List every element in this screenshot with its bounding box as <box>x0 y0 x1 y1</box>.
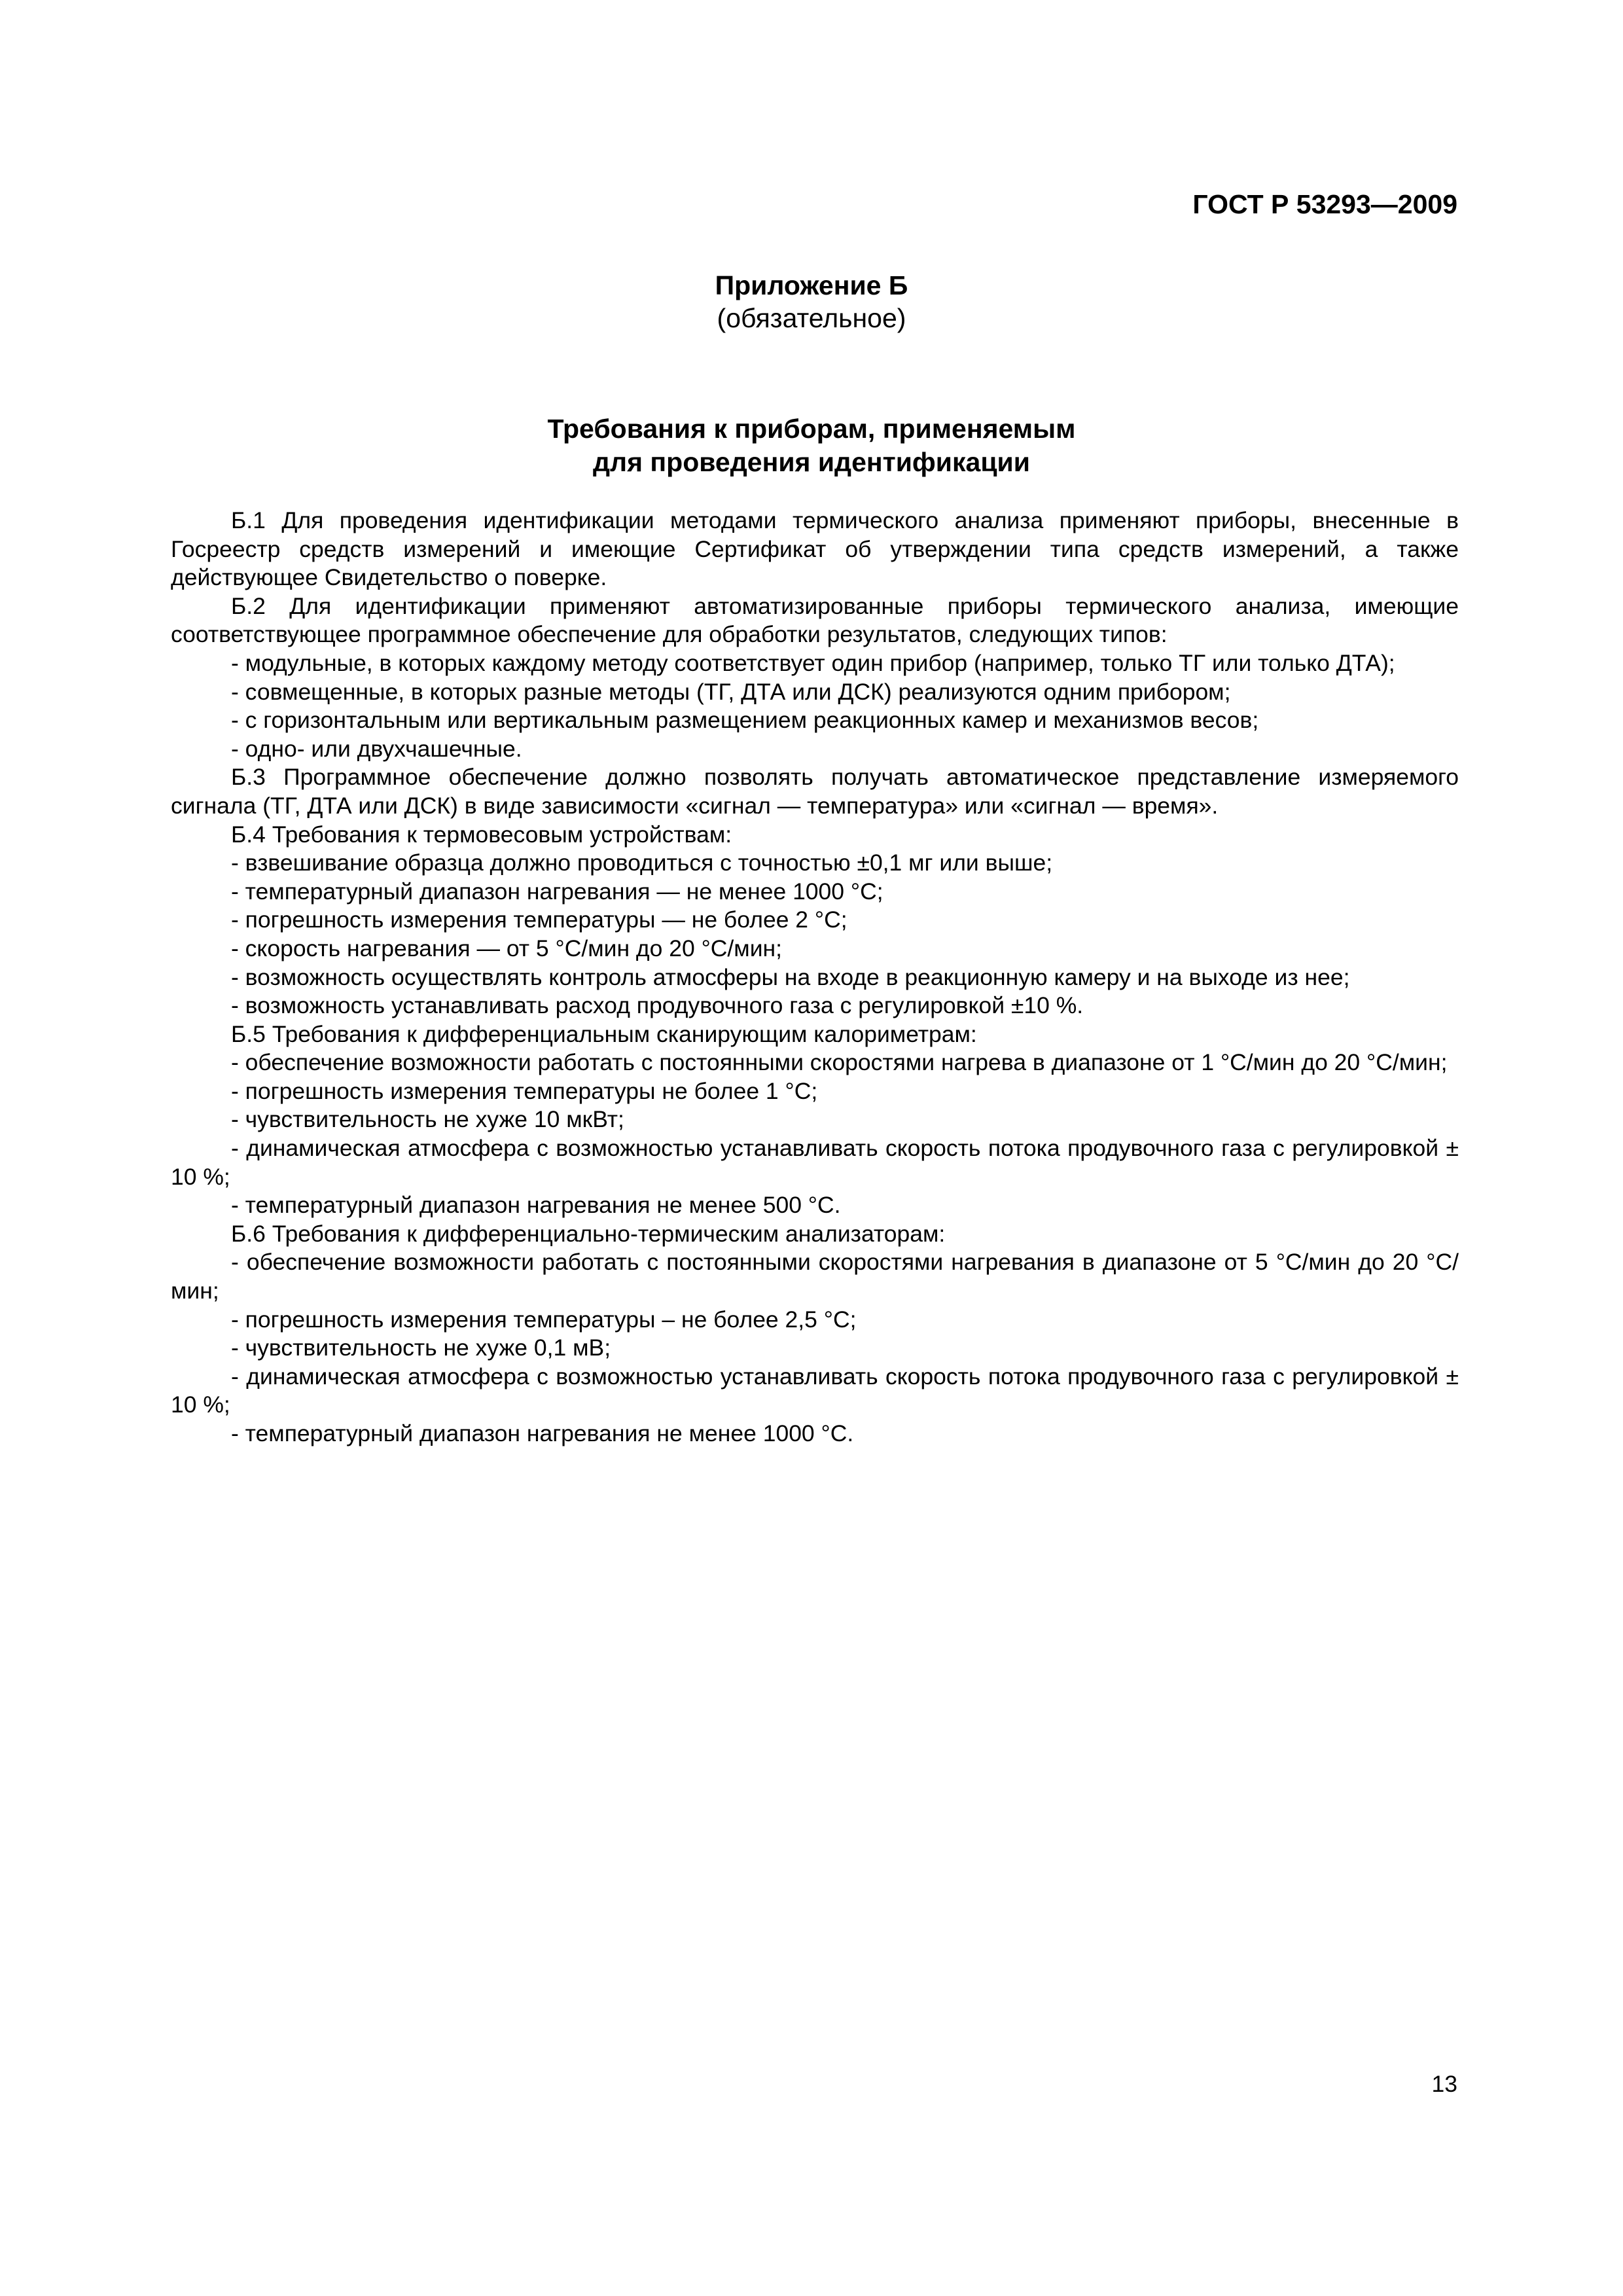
appendix-status: (обязательное) <box>717 303 906 333</box>
paragraph-b5: Б.5 Требования к дифференциальным сканирующим калориметрам: <box>231 1020 977 1047</box>
list-item: - чувствительность не хуже 0,1 мВ; <box>231 1335 611 1361</box>
list-item: - погрешность измерения температуры – не более 2,5 °С; <box>231 1306 857 1333</box>
list-item: - с горизонтальным или вертикальным размещением реакционных камер и механизмов весов; <box>231 707 1259 734</box>
list-item: - обеспечение возможности работать с постоянными скоростями нагрева в диапазоне от 1 °С/мин до 20 °С/мин; <box>231 1049 1448 1076</box>
paragraph-b4: Б.4 Требования к термовесовым устройствам: <box>231 821 732 848</box>
paragraph-b2: Б.2 Для идентификации применяют автоматизированные приборы термического анализа, имеющие соответствующее программное обеспечение для обработки результатов, следующих типов: <box>171 592 1459 648</box>
document-header-id: ГОСТ Р 53293—2009 <box>1192 189 1457 219</box>
list-item: - динамическая атмосфера с возможностью устанавливать скорость потока продувочного газа с регулировкой ± 10 %; <box>171 1135 1459 1190</box>
list-item: - чувствительность не хуже 10 мкВт; <box>231 1106 624 1133</box>
list-item: - погрешность измерения температуры не более 1 °С; <box>231 1077 818 1104</box>
list-item: - температурный диапазон нагревания не менее 500 °С. <box>231 1192 841 1219</box>
list-item: - возможность устанавливать расход продувочного газа с регулировкой ±10 %. <box>231 992 1084 1019</box>
appendix-title: Приложение Б <box>715 270 908 300</box>
list-item: - температурный диапазон нагревания — не менее 1000 °С; <box>231 878 883 905</box>
section-title <box>0 412 1623 479</box>
list-item: - обеспечение возможности работать с постоянными скоростями нагревания в диапазоне от 5 °С/мин до 20 °С/мин; <box>171 1249 1459 1304</box>
list-item: - совмещенные, в которых разные методы (ТГ, ДТА или ДСК) реализуются одним прибором; <box>231 678 1231 705</box>
section-title-line-2: для проведения идентификации <box>593 447 1030 477</box>
list-item: - одно- или двухчашечные. <box>231 735 522 762</box>
paragraph-b3: Б.3 Программное обеспечение должно позволять получать автоматическое представление измеряемого сигнала (ТГ, ДТА или ДСК) в виде зависимости «сигнал — температура» или «сигнал — время». <box>171 764 1459 819</box>
section-title-line-1: Требования к приборам, применяемым <box>547 414 1076 444</box>
body-text <box>171 507 1459 1448</box>
list-item: - погрешность измерения температуры — не более 2 °С; <box>231 906 847 933</box>
list-item: - модульные, в которых каждому методу соответствует один прибор (например, только ТГ или только ДТА); <box>231 649 1395 676</box>
paragraph-b1: Б.1 Для проведения идентификации методами термического анализа применяют приборы, внесенные в Госреестр средств измерений и имеющие Сертификат об утверждении типа средств измерений, а также действующее Свидетельство о поверке. <box>171 507 1459 591</box>
paragraph-b6: Б.6 Требования к дифференциально-термическим анализаторам: <box>231 1220 946 1247</box>
list-item: - возможность осуществлять контроль атмосферы на входе в реакционную камеру и на выходе из нее; <box>231 963 1350 990</box>
page-number: 13 <box>1431 2071 1457 2097</box>
list-item: - скорость нагревания — от 5 °С/мин до 20 °С/мин; <box>231 935 782 961</box>
list-item: - динамическая атмосфера с возможностью устанавливать скорость потока продувочного газа с регулировкой ± 10 %; <box>171 1363 1459 1418</box>
list-item: - температурный диапазон нагревания не менее 1000 °С. <box>231 1420 854 1446</box>
list-item: - взвешивание образца должно проводиться с точностью ±0,1 мг или выше; <box>231 850 1053 876</box>
